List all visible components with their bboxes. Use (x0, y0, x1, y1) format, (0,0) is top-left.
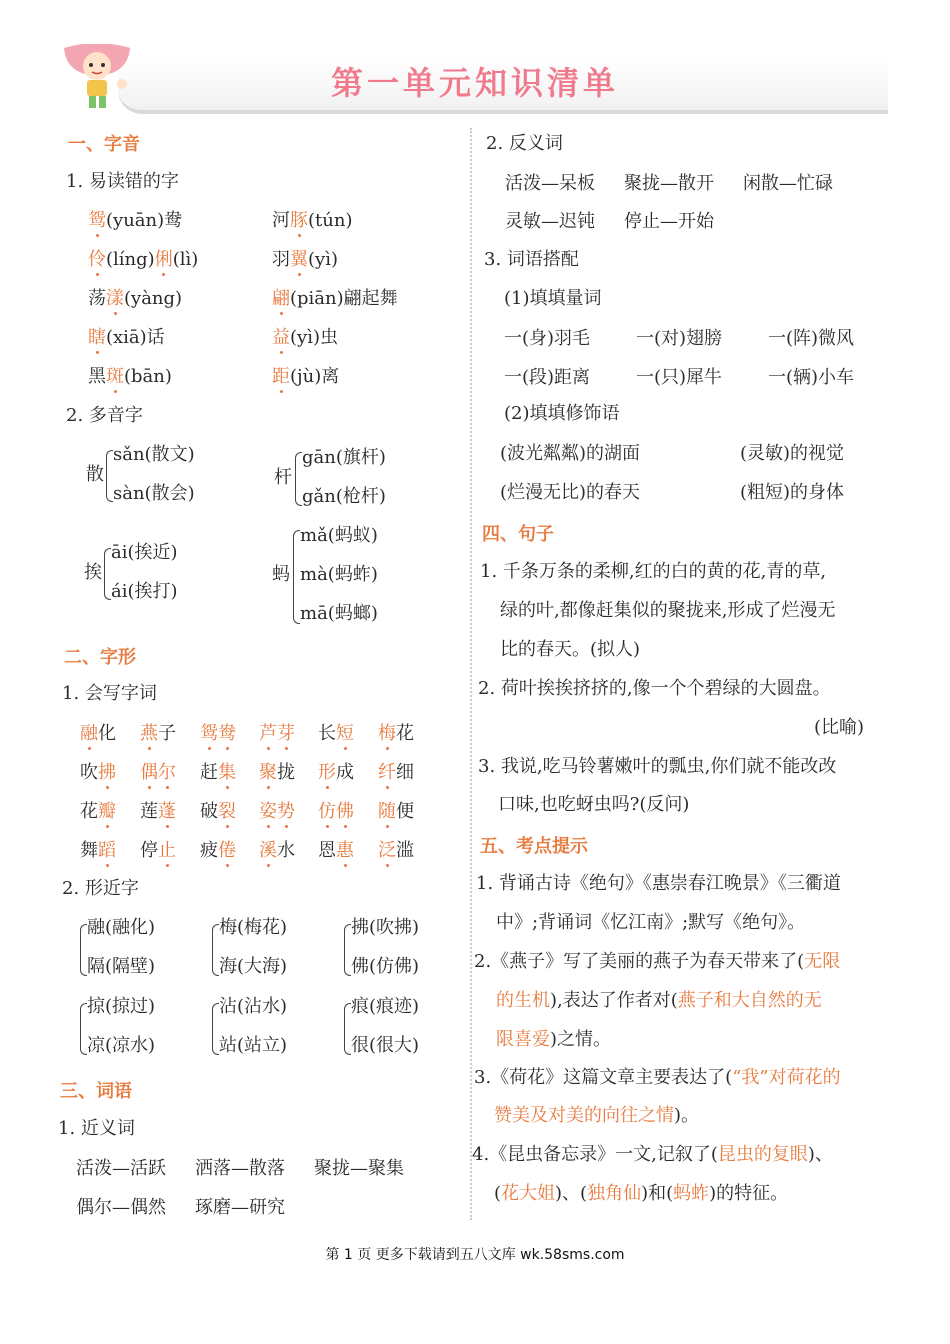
easy-word: 瞎(xiā)话 (88, 327, 165, 348)
poly-reading: āi(挨近) (111, 542, 178, 563)
sentence-line: 2. 荷叶挨挨挤挤的,像一个个碧绿的大圆盘。 (478, 678, 831, 699)
easy-word: 鸳(yuān)鸯 (88, 210, 183, 231)
poly-char: 杆 (274, 467, 292, 488)
section-heading-exam-tips: 五、考点提示 (480, 836, 588, 857)
tip-line: 中》;背诵词《忆江南》;默写《绝句》。 (496, 912, 806, 933)
similar-char: 掠(掠过) (87, 996, 156, 1017)
sentence-line: 3. 我说,吃马铃薯嫩叶的瓢虫,你们就不能改改 (478, 756, 837, 777)
page-title: 第一单元知识清单 (330, 64, 619, 102)
sentence-line: 1. 千条万条的柔柳,红的白的黄的花,青的草, (480, 561, 827, 582)
subheading-polyphonic: 2. 多音字 (66, 405, 143, 426)
brace (104, 548, 111, 600)
synonym-pair: 偶尔—偶然 (76, 1197, 166, 1218)
easy-word: 距(jù)离 (272, 366, 340, 387)
measure-item: 一(身)羽毛 (504, 328, 591, 349)
tip-line: 限喜爱)之情。 (496, 1029, 612, 1050)
similar-char: 佛(仿佛) (351, 956, 420, 977)
write-word: 纤细 (378, 762, 414, 783)
modifier-item: (灵敏)的视觉 (740, 443, 845, 464)
subheading-easy-misread: 1. 易读错的字 (66, 171, 179, 192)
write-word: 吹拂 (80, 762, 116, 783)
similar-char: 海(大海) (219, 956, 288, 977)
antonym-pair: 停止—开始 (624, 211, 714, 232)
write-word: 鸳鸯 (200, 723, 236, 744)
measure-item: 一(辆)小车 (768, 367, 855, 388)
synonym-pair: 活泼—活跃 (76, 1158, 166, 1179)
page-footer: 第 1 页 更多下载请到五八文库 wk.58sms.com (325, 1247, 625, 1263)
subheading-modifiers: (2)填填修饰语 (504, 403, 620, 424)
subheading-write-words: 1. 会写字词 (62, 683, 157, 704)
measure-item: 一(阵)微风 (768, 328, 855, 349)
write-word: 形成 (318, 762, 354, 783)
write-word: 姿势 (259, 801, 295, 822)
write-word: 破裂 (200, 801, 236, 822)
antonym-pair: 聚拢—散开 (624, 173, 714, 194)
poly-reading: mǎ(蚂蚁) (300, 525, 378, 546)
easy-word: 伶(líng)俐(lì) (88, 249, 199, 270)
subheading-antonyms: 2. 反义词 (486, 133, 563, 154)
brace (344, 924, 351, 976)
write-word: 随便 (378, 801, 414, 822)
column-divider (470, 128, 472, 1220)
similar-char: 很(很大) (351, 1035, 420, 1056)
write-word: 梅花 (378, 723, 414, 744)
tip-line: 的生机),表达了作者对(燕子和大自然的无 (496, 990, 822, 1011)
antonym-pair: 活泼—呆板 (505, 173, 595, 194)
write-word: 停止 (140, 840, 176, 861)
sentence-line: 口味,也吃蚜虫吗?(反问) (498, 794, 690, 815)
similar-char: 隔(隔壁) (87, 956, 156, 977)
section-heading-pronunciation: 一、字音 (68, 134, 140, 155)
synonym-pair: 聚拢—聚集 (314, 1158, 404, 1179)
poly-reading: sàn(散会) (113, 483, 195, 504)
poly-char: 散 (86, 464, 104, 485)
similar-char: 站(站立) (219, 1035, 288, 1056)
brace (80, 924, 87, 976)
subheading-synonyms: 1. 近义词 (58, 1118, 135, 1139)
similar-char: 融(融化) (87, 917, 156, 938)
write-word: 偶尔 (140, 762, 176, 783)
modifier-item: (波光粼粼)的湖面 (500, 443, 641, 464)
poly-reading: gān(旗杆) (302, 447, 386, 468)
easy-word: 黑斑(bān) (88, 366, 172, 387)
brace (293, 530, 300, 624)
poly-reading: ái(挨打) (111, 581, 178, 602)
brace (80, 1003, 87, 1055)
sentence-line: 比的春天。(拟人) (500, 639, 641, 660)
easy-word: 翩(piān)翩起舞 (272, 288, 398, 309)
tip-line: (花大姐)、(独角仙)和(蚂蚱)的特征。 (494, 1183, 789, 1204)
similar-char: 痕(痕迹) (351, 996, 420, 1017)
brace (212, 924, 219, 976)
synonym-pair: 琢磨—研究 (195, 1197, 285, 1218)
write-word: 莲蓬 (140, 801, 176, 822)
antonym-pair: 闲散—忙碌 (743, 173, 833, 194)
write-word: 聚拢 (259, 762, 295, 783)
synonym-pair: 洒落—散落 (195, 1158, 285, 1179)
section-heading-sentences: 四、句子 (482, 524, 554, 545)
brace (106, 450, 113, 502)
easy-word: 荡漾(yàng) (88, 288, 183, 309)
sentence-line: 绿的叶,都像赶集似的聚拢来,形成了烂漫无 (500, 600, 836, 621)
brace (295, 452, 302, 506)
write-word: 燕子 (140, 723, 176, 744)
sentence-line: (比喻) (814, 717, 865, 738)
similar-char: 拂(吹拂) (351, 917, 420, 938)
subheading-measure-words: (1)填填量词 (504, 288, 602, 309)
poly-reading: sǎn(散文) (113, 444, 195, 465)
tip-line: 4.《昆虫备忘录》一文,记叙了(昆虫的复眼)、 (472, 1144, 833, 1165)
section-heading-glyphs: 二、字形 (64, 647, 136, 668)
subheading-collocations: 3. 词语搭配 (484, 249, 579, 270)
tip-line: 2.《燕子》写了美丽的燕子为春天带来了(无限 (474, 951, 841, 972)
poly-reading: mā(蚂螂) (300, 603, 378, 624)
poly-char: 挨 (84, 562, 102, 583)
section-heading-vocabulary: 三、词语 (60, 1081, 132, 1102)
write-word: 长短 (318, 723, 354, 744)
write-word: 赶集 (200, 762, 236, 783)
write-word: 仿佛 (318, 801, 354, 822)
tip-line: 赞美及对美的向往之情)。 (494, 1105, 700, 1126)
poly-reading: mà(蚂蚱) (300, 564, 378, 585)
write-word: 溪水 (259, 840, 295, 861)
write-word: 花瓣 (80, 801, 116, 822)
write-word: 融化 (80, 723, 116, 744)
measure-item: 一(只)犀牛 (636, 367, 723, 388)
measure-item: 一(对)翅膀 (636, 328, 723, 349)
write-word: 疲倦 (200, 840, 236, 861)
measure-item: 一(段)距离 (504, 367, 591, 388)
easy-word: 河豚(tún) (272, 210, 353, 231)
brace (212, 1003, 219, 1055)
modifier-item: (烂漫无比)的春天 (500, 482, 641, 503)
write-word: 恩惠 (318, 840, 354, 861)
modifier-item: (粗短)的身体 (740, 482, 845, 503)
easy-word: 羽翼(yì) (272, 249, 338, 270)
brace (344, 1003, 351, 1055)
write-word: 舞蹈 (80, 840, 116, 861)
write-word: 芦芽 (259, 723, 295, 744)
tip-line: 3.《荷花》这篇文章主要表达了(“我”对荷花的 (474, 1067, 841, 1088)
poly-reading: gǎn(枪杆) (302, 486, 386, 507)
poly-char: 蚂 (272, 564, 290, 585)
similar-char: 梅(梅花) (219, 917, 288, 938)
tip-line: 1. 背诵古诗《绝句》《惠崇春江晚景》《三衢道 (476, 873, 841, 894)
similar-char: 沾(沾水) (219, 996, 288, 1017)
similar-char: 凉(凉水) (87, 1035, 156, 1056)
easy-word: 益(yì)虫 (272, 327, 338, 348)
antonym-pair: 灵敏—迟钝 (505, 211, 595, 232)
subheading-similar-chars: 2. 形近字 (62, 878, 139, 899)
write-word: 泛滥 (378, 840, 414, 861)
